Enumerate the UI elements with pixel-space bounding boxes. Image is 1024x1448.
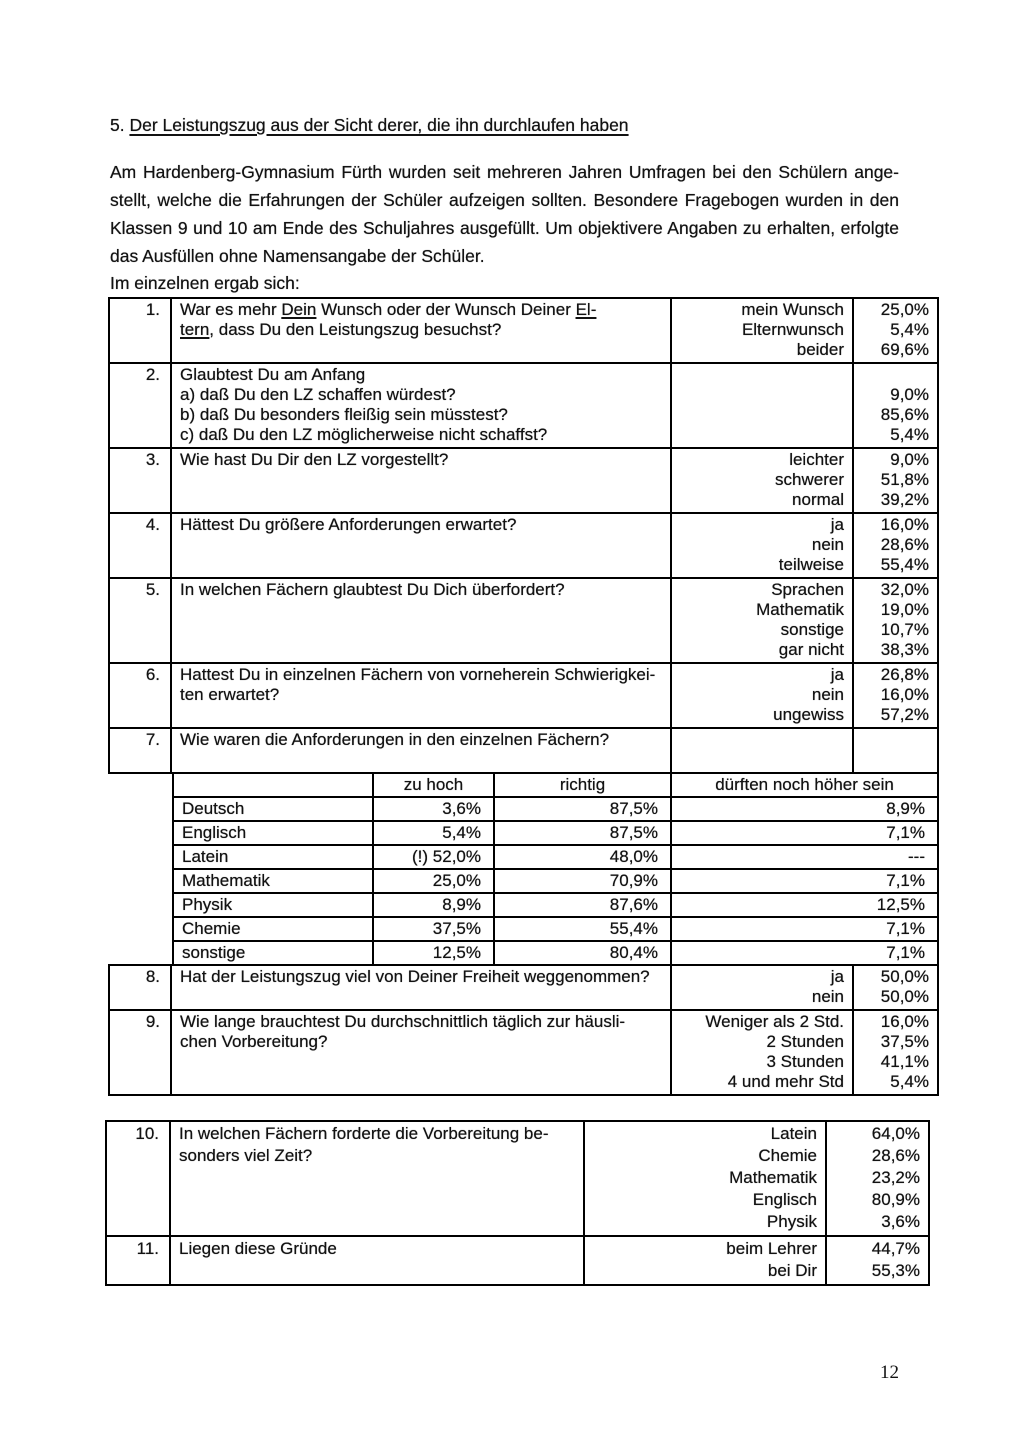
row-number-cell: 11. bbox=[106, 1236, 170, 1285]
row-number-cell: 9. bbox=[109, 1010, 171, 1095]
question-cell bbox=[171, 728, 671, 773]
answer-line: beider bbox=[796, 340, 844, 359]
subjects-header-cell: richtig bbox=[494, 773, 671, 797]
question-line: In welchen Fächern glaubtest Du Dich überfordert? bbox=[180, 580, 565, 599]
question-line: chen Vorbereitung? bbox=[180, 1032, 328, 1051]
survey-tables bbox=[108, 297, 948, 1286]
answer-line: ja bbox=[830, 515, 844, 534]
question-line: Wie hast Du Dir den LZ vorgestellt? bbox=[180, 450, 449, 469]
percent-cell bbox=[853, 363, 938, 448]
table-lead-in: Im einzelnen ergab sich: bbox=[110, 273, 300, 293]
row-number-cell: 4. bbox=[109, 513, 171, 578]
subjects-row bbox=[173, 869, 938, 893]
intro-paragraph bbox=[110, 158, 899, 270]
percent-cell bbox=[853, 663, 938, 728]
hoeher-cell: 7,1% bbox=[671, 821, 938, 845]
table-row bbox=[109, 1010, 938, 1095]
percent-line: 16,0% bbox=[880, 515, 929, 534]
zu-hoch-cell: 5,4% bbox=[373, 821, 494, 845]
question-line: In welchen Fächern forderte die Vorbereitung be- bbox=[179, 1124, 549, 1143]
section-number: 5. bbox=[110, 115, 130, 135]
percent-line: 28,6% bbox=[871, 1146, 920, 1165]
row-number-cell: 6. bbox=[109, 663, 171, 728]
percent-line: 69,6% bbox=[880, 340, 929, 359]
percent-line: 55,3% bbox=[871, 1261, 920, 1280]
answer-cell bbox=[671, 448, 853, 513]
percent-cell bbox=[853, 578, 938, 663]
answer-line: nein bbox=[811, 987, 844, 1006]
percent-line: 16,0% bbox=[880, 685, 929, 704]
answer-line: 3 Stunden bbox=[766, 1052, 844, 1071]
percent-line: 9,0% bbox=[890, 450, 929, 469]
percent-line: 5,4% bbox=[890, 320, 929, 339]
answer-line: gar nicht bbox=[778, 640, 844, 659]
answer-cell bbox=[584, 1121, 826, 1236]
text-segment: , dass Du den Leistungszug besuchst? bbox=[209, 320, 502, 339]
hoeher-cell: 7,1% bbox=[671, 917, 938, 941]
percent-line: 10,7% bbox=[880, 620, 929, 639]
question-cell bbox=[171, 965, 671, 1010]
table-row bbox=[109, 578, 938, 663]
question-line: ten erwartet? bbox=[180, 685, 280, 704]
answer-line: sonstige bbox=[780, 620, 844, 639]
question-line bbox=[180, 320, 666, 340]
zu-hoch-cell: (!) 52,0% bbox=[373, 845, 494, 869]
hoeher-cell: 7,1% bbox=[671, 941, 938, 965]
percent-line: 51,8% bbox=[880, 470, 929, 489]
table-row bbox=[106, 1121, 929, 1236]
percent-cell bbox=[853, 728, 938, 773]
percent-cell bbox=[853, 513, 938, 578]
paragraph-line: Am Hardenberg-Gymnasium Fürth wurden seit mehreren Jahren Umfragen bei den Schülern ange- bbox=[110, 162, 899, 182]
percent-line: 85,6% bbox=[880, 405, 929, 424]
percent-line: 39,2% bbox=[880, 490, 929, 509]
row-number-cell: 10. bbox=[106, 1121, 170, 1236]
answer-line: mein Wunsch bbox=[741, 300, 844, 319]
question-line bbox=[180, 300, 666, 320]
answer-cell bbox=[671, 578, 853, 663]
row-number-cell: 3. bbox=[109, 448, 171, 513]
zu-hoch-cell: 8,9% bbox=[373, 893, 494, 917]
question-cell bbox=[171, 363, 671, 448]
subjects-row bbox=[173, 941, 938, 965]
percent-line bbox=[854, 365, 929, 385]
subjects-header-row bbox=[173, 773, 938, 797]
text-segment: War es mehr bbox=[180, 300, 282, 319]
subjects-row bbox=[173, 845, 938, 869]
paragraph-line: das Ausfüllen ohne Namensangabe der Schüler. bbox=[110, 246, 485, 266]
subjects-row bbox=[173, 797, 938, 821]
question-line bbox=[180, 750, 666, 770]
hoeher-cell: 12,5% bbox=[671, 893, 938, 917]
percent-cell bbox=[853, 965, 938, 1010]
paragraph-line: stellt, welche die Erfahrungen der Schüler aufzeigen sollten. Besondere Fragebogen wurden in den bbox=[110, 190, 899, 210]
answer-cell bbox=[671, 298, 853, 363]
question-line: Hat der Leistungszug viel von Deiner Freiheit weggenommen? bbox=[180, 967, 650, 986]
question-line: a) daß Du den LZ schaffen würdest? bbox=[180, 385, 456, 404]
answer-cell bbox=[671, 363, 853, 448]
row-number-cell: 5. bbox=[109, 578, 171, 663]
subject-name-cell: Englisch bbox=[173, 821, 373, 845]
richtig-cell: 55,4% bbox=[494, 917, 671, 941]
page-number: 12 bbox=[880, 1362, 899, 1383]
paragraph-line: Klassen 9 und 10 am Ende des Schuljahres ausgefüllt. Um objektivere Angaben zu erhalten, erfolgte bbox=[110, 218, 899, 238]
richtig-cell: 87,5% bbox=[494, 797, 671, 821]
subject-name-cell: Chemie bbox=[173, 917, 373, 941]
hoeher-cell: 7,1% bbox=[671, 869, 938, 893]
section-title: Der Leistungszug aus der Sicht derer, die ihn durchlaufen haben bbox=[129, 115, 629, 135]
answer-line: Englisch bbox=[752, 1190, 817, 1209]
richtig-cell: 87,6% bbox=[494, 893, 671, 917]
subjects-row bbox=[173, 821, 938, 845]
percent-cell bbox=[853, 448, 938, 513]
richtig-cell: 87,5% bbox=[494, 821, 671, 845]
question-line: sonders viel Zeit? bbox=[179, 1146, 313, 1165]
question-line: Hattest Du in einzelnen Fächern von vorneherein Schwierigkei- bbox=[180, 665, 656, 684]
percent-cell bbox=[853, 298, 938, 363]
percent-line: 23,2% bbox=[871, 1168, 920, 1187]
section-heading bbox=[110, 115, 629, 135]
answer-line: Latein bbox=[770, 1124, 817, 1143]
subject-name-cell: sonstige bbox=[173, 941, 373, 965]
answer-line: Weniger als 2 Std. bbox=[705, 1012, 844, 1031]
question-line: Liegen diese Gründe bbox=[179, 1239, 337, 1258]
text-segment: Wunsch oder der Wunsch Deiner bbox=[316, 300, 576, 319]
table-row bbox=[109, 965, 938, 1010]
zu-hoch-cell: 25,0% bbox=[373, 869, 494, 893]
question-line: Wie lange brauchtest Du durchschnittlich täglich zur häusli- bbox=[180, 1012, 626, 1031]
table-row bbox=[106, 1236, 929, 1285]
table-row bbox=[109, 448, 938, 513]
answer-line: leichter bbox=[789, 450, 844, 469]
percent-line: 5,4% bbox=[890, 1072, 929, 1091]
subject-name-cell: Physik bbox=[173, 893, 373, 917]
percent-cell bbox=[826, 1236, 929, 1285]
question-cell bbox=[171, 663, 671, 728]
question-cell bbox=[170, 1121, 584, 1236]
answer-line: nein bbox=[811, 685, 844, 704]
answer-line: Elternwunsch bbox=[741, 320, 844, 339]
answer-line: Sprachen bbox=[771, 580, 844, 599]
richtig-cell: 70,9% bbox=[494, 869, 671, 893]
answer-cell bbox=[671, 965, 853, 1010]
percent-line: 50,0% bbox=[880, 967, 929, 986]
percent-line: 3,6% bbox=[881, 1212, 920, 1231]
underlined-text: tern bbox=[180, 320, 210, 339]
subjects-row bbox=[173, 893, 938, 917]
subjects-header-cell bbox=[173, 773, 373, 797]
zu-hoch-cell: 12,5% bbox=[373, 941, 494, 965]
hoeher-cell: --- bbox=[671, 845, 938, 869]
percent-line: 57,2% bbox=[880, 705, 929, 724]
table-row bbox=[109, 728, 938, 773]
underlined-text: El- bbox=[575, 300, 597, 319]
hoeher-cell: 8,9% bbox=[671, 797, 938, 821]
subject-name-cell: Mathematik bbox=[173, 869, 373, 893]
percent-line: 38,3% bbox=[880, 640, 929, 659]
answer-cell bbox=[671, 728, 853, 773]
richtig-cell: 48,0% bbox=[494, 845, 671, 869]
percent-line: 32,0% bbox=[880, 580, 929, 599]
question-line: c) daß Du den LZ möglicherweise nicht schaffst? bbox=[180, 425, 548, 444]
subject-name-cell: Latein bbox=[173, 845, 373, 869]
answer-cell bbox=[671, 1010, 853, 1095]
question-cell bbox=[171, 448, 671, 513]
answer-line: beim Lehrer bbox=[726, 1239, 817, 1258]
question-line: b) daß Du besonders fleißig sein müsstest? bbox=[180, 405, 508, 424]
question-cell bbox=[171, 298, 671, 363]
percent-line: 28,6% bbox=[880, 535, 929, 554]
question-cell bbox=[170, 1236, 584, 1285]
survey-table-part2 bbox=[108, 964, 939, 1096]
subjects-header-cell: zu hoch bbox=[373, 773, 494, 797]
question-line: Hättest Du größere Anforderungen erwartet? bbox=[180, 515, 517, 534]
answer-cell bbox=[671, 513, 853, 578]
percent-line: 80,9% bbox=[871, 1190, 920, 1209]
answer-line: Physik bbox=[766, 1212, 817, 1231]
row-number-cell: 2. bbox=[109, 363, 171, 448]
answer-line: teilweise bbox=[778, 555, 844, 574]
percent-line: 55,4% bbox=[880, 555, 929, 574]
answer-line: ja bbox=[830, 665, 844, 684]
percent-line: 25,0% bbox=[880, 300, 929, 319]
underlined-text: Dein bbox=[281, 300, 317, 319]
answer-line: bei Dir bbox=[767, 1261, 817, 1280]
answer-line: Chemie bbox=[758, 1146, 817, 1165]
percent-line: 50,0% bbox=[880, 987, 929, 1006]
question-line: Wie waren die Anforderungen in den einzelnen Fächern? bbox=[180, 730, 610, 749]
table-row bbox=[109, 298, 938, 363]
row-number-cell: 1. bbox=[109, 298, 171, 363]
percent-line: 5,4% bbox=[890, 425, 929, 444]
percent-line: 64,0% bbox=[871, 1124, 920, 1143]
table-row bbox=[109, 513, 938, 578]
answer-line: ungewiss bbox=[773, 705, 844, 724]
answer-cell bbox=[671, 663, 853, 728]
subjects-header-cell: dürften noch höher sein bbox=[671, 773, 938, 797]
answer-line: schwerer bbox=[775, 470, 844, 489]
table-row bbox=[109, 663, 938, 728]
richtig-cell: 80,4% bbox=[494, 941, 671, 965]
percent-line: 37,5% bbox=[880, 1032, 929, 1051]
table-row bbox=[109, 363, 938, 448]
subject-name-cell: Deutsch bbox=[173, 797, 373, 821]
subjects-ratings-table bbox=[172, 772, 939, 966]
answer-line: nein bbox=[811, 535, 844, 554]
answer-line: Mathematik bbox=[729, 1168, 817, 1187]
percent-line: 19,0% bbox=[880, 600, 929, 619]
answer-cell bbox=[584, 1236, 826, 1285]
percent-cell bbox=[826, 1121, 929, 1236]
percent-line: 9,0% bbox=[890, 385, 929, 404]
question-cell bbox=[171, 1010, 671, 1095]
answer-line: Mathematik bbox=[756, 600, 844, 619]
percent-line: 44,7% bbox=[871, 1239, 920, 1258]
percent-cell bbox=[853, 1010, 938, 1095]
row-number-cell: 8. bbox=[109, 965, 171, 1010]
answer-line: 4 und mehr Std bbox=[727, 1072, 844, 1091]
percent-line: 26,8% bbox=[880, 665, 929, 684]
percent-line: 41,1% bbox=[880, 1052, 929, 1071]
answer-line: 2 Stunden bbox=[766, 1032, 844, 1051]
percent-line: 16,0% bbox=[880, 1012, 929, 1031]
zu-hoch-cell: 3,6% bbox=[373, 797, 494, 821]
question-cell bbox=[171, 513, 671, 578]
question-line: Glaubtest Du am Anfang bbox=[180, 365, 366, 384]
row-number-cell: 7. bbox=[109, 728, 171, 773]
question-cell bbox=[171, 578, 671, 663]
survey-table-part1 bbox=[108, 297, 939, 774]
subjects-row bbox=[173, 917, 938, 941]
survey-table-part3 bbox=[105, 1120, 930, 1286]
answer-line: ja bbox=[830, 967, 844, 986]
zu-hoch-cell: 37,5% bbox=[373, 917, 494, 941]
answer-line: normal bbox=[792, 490, 844, 509]
